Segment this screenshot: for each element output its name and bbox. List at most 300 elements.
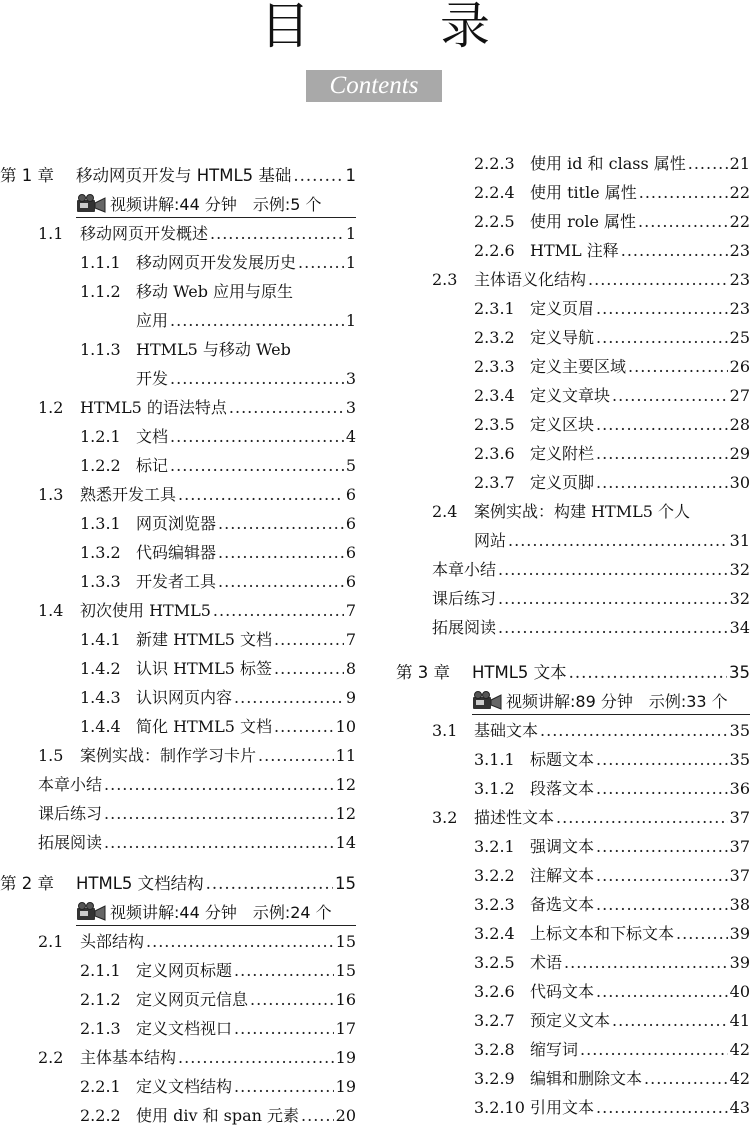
toc-entry-title: 本章小结 [432,560,497,579]
dot-leader [234,1017,334,1041]
video-info-line [76,193,356,218]
toc-page-number: 17 [335,1019,356,1038]
toc-entry-title: HTML5 与移动 Web [136,340,291,359]
toc-page-number: 1 [345,253,356,272]
toc-entry[interactable] [80,512,356,536]
toc-entry[interactable] [474,777,750,801]
toc-entry-title: 课后练习 [432,589,497,608]
toc-entry[interactable] [80,367,356,391]
toc-entry[interactable] [474,471,750,495]
dot-leader [170,454,344,478]
toc-page-number: 32 [729,560,750,579]
toc-entry-title: 定义文章块 [530,386,611,405]
toc-entry-number: 3.2.10 [474,1098,525,1117]
toc-entry-title: 移动网页开发与 HTML5 基础 [76,166,292,185]
dot-leader [498,616,728,640]
toc-entry[interactable] [432,529,750,553]
toc-page-number: 6 [345,572,356,591]
toc-entry-number: 1.2.1 [80,427,121,446]
dot-leader [596,413,728,437]
toc-entry-title: 定义文档结构 [136,1077,233,1096]
toc-entry-number: 3.2.2 [474,866,515,885]
toc-misc-entry[interactable] [432,616,750,640]
toc-entry-title: HTML5 文档结构 [76,874,204,893]
toc-entry[interactable] [80,309,356,333]
toc-entry[interactable] [474,1067,750,1091]
toc-entry[interactable] [80,1104,356,1128]
toc-entry[interactable] [474,239,750,263]
dot-leader [498,587,728,611]
toc-entry-number: 3.2.7 [474,1011,515,1030]
toc-entry-title: 代码编辑器 [136,543,217,562]
dot-leader [596,1096,728,1120]
toc-page-number: 6 [345,543,356,562]
dot-leader [540,719,728,743]
toc-entry-number: 第 1 章 [0,166,54,185]
toc-entry-title: 应用 [136,311,169,330]
toc-entry-title: 注解文本 [530,866,595,885]
toc-entry[interactable] [80,657,356,681]
toc-misc-entry[interactable] [432,587,750,611]
toc-entry[interactable] [474,951,750,975]
video-info-text: 视频讲解:44 分钟 示例:24 个 [110,903,332,922]
toc-entry-title: 代码文本 [530,982,595,1001]
toc-entry-number: 3.2.9 [474,1069,515,1088]
toc-entry-number: 3.1.1 [474,750,515,769]
toc-entry-number: 3.1 [432,721,458,740]
toc-misc-entry[interactable] [38,802,356,826]
toc-entry-number: 1.1.3 [80,340,121,359]
toc-entry-title: 头部结构 [80,932,145,951]
dot-leader [596,326,728,350]
toc-entry-number: 2.2 [38,1048,64,1067]
toc-page-number: 5 [345,456,356,475]
toc-entry-number: 2.1.2 [80,990,121,1009]
toc-entry-title: 描述性文本 [474,808,555,827]
toc-entry-title: 定义页眉 [530,299,595,318]
toc-page-number: 9 [345,688,356,707]
toc-entry-number: 1.4.4 [80,717,121,736]
toc-entry[interactable] [80,1075,356,1099]
toc-page-number: 7 [345,601,356,620]
toc-entry[interactable] [38,222,356,246]
toc-entry[interactable] [474,748,750,772]
toc-page-number: 28 [729,415,750,434]
toc-entry-number: 3.1.2 [474,779,515,798]
toc-entry[interactable] [80,251,356,275]
toc-entry-title: HTML5 文本 [472,663,567,682]
toc-entry-title: 定义网页元信息 [136,990,249,1009]
dot-leader [274,628,344,652]
dot-leader [178,1046,334,1070]
toc-entry[interactable] [80,715,356,739]
toc-entry-title: 定义导航 [530,328,595,347]
toc-chapter-entry[interactable] [0,164,356,188]
toc-page-number: 43 [729,1098,750,1117]
toc-entry-number: 1.3.1 [80,514,121,533]
dot-leader [104,773,334,797]
toc-entry[interactable] [432,719,750,743]
toc-entry[interactable] [474,1009,750,1033]
toc-entry[interactable] [474,384,750,408]
toc-entry-number: 1.2.2 [80,456,121,475]
toc-entry-number: 1.2 [38,398,64,417]
dot-leader [218,570,344,594]
toc-entry[interactable] [80,1017,356,1041]
toc-entry-title: 标题文本 [530,750,595,769]
toc-entry[interactable] [38,744,356,768]
toc-entry-number: 2.2.4 [474,183,515,202]
toc-entry[interactable] [38,1046,356,1070]
toc-entry[interactable] [474,835,750,859]
dot-leader [580,1038,728,1062]
toc-entry-number: 第 3 章 [396,663,450,682]
toc-entry[interactable] [80,988,356,1012]
toc-entry[interactable] [474,181,750,205]
toc-entry-title: 拓展阅读 [38,833,103,852]
toc-entry[interactable] [474,355,750,379]
toc-entry-number: 2.2.1 [80,1077,121,1096]
toc-page-number: 35 [729,750,750,769]
toc-entry[interactable] [474,980,750,1004]
toc-entry-number: 1.3.2 [80,543,121,562]
toc-entry[interactable] [80,454,356,478]
toc-entry-number: 3.2.5 [474,953,515,972]
dot-leader [104,831,334,855]
toc-page-number: 42 [729,1069,750,1088]
video-info-text: 视频讲解:44 分钟 示例:5 个 [110,195,322,214]
dot-leader [676,922,728,946]
toc-page-number: 10 [335,717,356,736]
toc-entry-title: 预定义文本 [530,1011,611,1030]
toc-page-number: 25 [729,328,750,347]
toc-page-number: 35 [729,663,750,682]
toc-page-number: 1 [345,166,356,185]
toc-page-number: 41 [729,1011,750,1030]
toc-entry-title: 标记 [136,456,169,475]
toc-entry-title: 定义区块 [530,415,595,434]
dot-leader [596,893,728,917]
toc-chapter-entry[interactable] [396,661,750,685]
toc-entry-title: 网站 [474,531,507,550]
toc-entry-number: 2.3.7 [474,473,515,492]
dot-leader [564,951,728,975]
toc-page-number: 22 [729,212,750,231]
dot-leader [596,835,728,859]
toc-entry-title: 术语 [530,953,563,972]
toc-entry-number: 2.3.6 [474,444,515,463]
dot-leader [274,715,334,739]
toc-entry-title: 定义网页标题 [136,961,233,980]
toc-entry-title: 初次使用 HTML5 [80,601,211,620]
toc-page-number: 39 [729,953,750,972]
dot-leader [170,309,344,333]
toc-entry-number: 2.2.6 [474,241,515,260]
dot-leader [206,872,333,896]
toc-page-number: 39 [729,924,750,943]
toc-page-number: 15 [335,961,356,980]
dot-leader [229,396,344,420]
toc-entry-number: 2.3.1 [474,299,515,318]
toc-entry[interactable] [38,483,356,507]
toc-page-number: 20 [335,1106,356,1125]
toc-entry-title: 使用 role 属性 [530,212,637,231]
toc-entry-number: 3.2 [432,808,458,827]
toc-entry-title: 引用文本 [530,1098,595,1117]
toc-entry-title: 段落文本 [530,779,595,798]
toc-entry[interactable] [80,686,356,710]
toc-entry-number: 3.2.8 [474,1040,515,1059]
dot-leader [298,251,344,275]
toc-page-number: 1 [345,224,356,243]
dot-leader [588,268,728,292]
toc-entry[interactable] [80,425,356,449]
toc-page-number: 8 [345,659,356,678]
dot-leader [621,239,728,263]
toc-entry-title: 课后练习 [38,804,103,823]
dot-leader [234,959,334,983]
toc-entry-title: 缩写词 [530,1040,579,1059]
toc-entry[interactable] [80,541,356,565]
dot-leader [274,657,344,681]
video-camera-icon [76,902,106,922]
toc-entry-number: 2.1 [38,932,64,951]
toc-page-number: 31 [729,531,750,550]
dot-leader [596,864,728,888]
toc-entry[interactable] [474,1038,750,1062]
toc-entry[interactable] [474,1096,750,1120]
dot-leader [218,512,344,536]
toc-entry-number: 1.1.1 [80,253,121,272]
toc-entry-title: 主体语义化结构 [474,270,587,289]
toc-entry-title: 开发 [136,369,169,388]
dot-leader [638,210,728,234]
toc-entry-title: 拓展阅读 [432,618,497,637]
toc-entry-number: 1.1 [38,224,64,243]
toc-entry[interactable] [474,413,750,437]
toc-page-number: 12 [335,775,356,794]
toc-entry-number: 2.1.1 [80,961,121,980]
toc-page-number: 29 [729,444,750,463]
toc-page-number: 1 [345,311,356,330]
toc-page-number: 40 [729,982,750,1001]
dot-leader [556,806,728,830]
dot-leader [210,222,344,246]
toc-entry-number: 1.3.3 [80,572,121,591]
toc-page-number: 19 [335,1048,356,1067]
toc-entry[interactable] [474,864,750,888]
dot-leader [218,541,344,565]
toc-entry-title: 基础文本 [474,721,539,740]
toc-entry-title: 网页浏览器 [136,514,217,533]
toc-page-number: 3 [345,369,356,388]
dot-leader [250,988,334,1012]
toc-page-number: 15 [335,874,356,893]
toc-entry[interactable] [474,297,750,321]
toc-entry-number: 2.3.4 [474,386,515,405]
toc-entry-number: 1.3 [38,485,64,504]
toc-entry-title: 定义文档视口 [136,1019,233,1038]
toc-entry-number: 2.3.5 [474,415,515,434]
toc-misc-entry[interactable] [38,831,356,855]
dot-leader [234,1075,334,1099]
toc-entry-title: 移动 Web 应用与原生 [136,282,294,301]
video-info-line [76,901,356,926]
toc-entry[interactable] [474,210,750,234]
dot-leader [644,1067,728,1091]
toc-entry-title: 定义附栏 [530,444,595,463]
toc-entry-number: 1.4.2 [80,659,121,678]
toc-entry-title: 使用 id 和 class 属性 [530,154,686,173]
dot-leader [596,442,728,466]
toc-page-number: 6 [345,485,356,504]
toc-entry-number: 3.2.4 [474,924,515,943]
toc-entry-number: 1.4.1 [80,630,121,649]
toc-entry[interactable] [80,338,356,362]
dot-leader [628,355,728,379]
toc-page-number: 4 [345,427,356,446]
toc-entry-number: 1.4.3 [80,688,121,707]
toc-entry-number: 2.4 [432,502,458,521]
toc-entry-title: 案例实战：构建 HTML5 个人 [474,502,690,521]
toc-page-number: 22 [729,183,750,202]
toc-page-number: 34 [729,618,750,637]
toc-page-number: 37 [729,837,750,856]
toc-entry-title: 移动网页开发概述 [80,224,209,243]
toc-misc-entry[interactable] [432,558,750,582]
toc-page-number: 3 [345,398,356,417]
toc-entry[interactable] [474,442,750,466]
toc-page-number: 37 [729,808,750,827]
toc-entry-title: 定义页脚 [530,473,595,492]
dot-leader [596,297,728,321]
dot-leader [569,661,727,685]
toc-entry[interactable] [80,628,356,652]
toc-page-number: 11 [335,746,356,765]
toc-entry-title: 简化 HTML5 文档 [136,717,272,736]
toc-entry-title: 新建 HTML5 文档 [136,630,272,649]
dot-leader [688,152,728,176]
toc-page-number: 12 [335,804,356,823]
dot-leader [612,1009,728,1033]
toc-entry[interactable] [432,500,750,524]
dot-leader [178,483,344,507]
toc-entry-title: 文档 [136,427,169,446]
toc-entry-title: 熟悉开发工具 [80,485,177,504]
toc-entry-number: 2.3 [432,270,458,289]
toc-entry-title: 上标文本和下标文本 [530,924,675,943]
dot-leader [213,599,344,623]
toc-entry[interactable] [474,893,750,917]
toc-entry[interactable] [432,806,750,830]
toc-entry[interactable] [474,326,750,350]
toc-entry-title: 认识网页内容 [136,688,233,707]
toc-misc-entry[interactable] [38,773,356,797]
toc-page-number: 38 [729,895,750,914]
toc-page-number: 26 [729,357,750,376]
dot-leader [258,744,334,768]
toc-entry-number: 2.2.5 [474,212,515,231]
dot-leader [508,529,728,553]
toc-entry[interactable] [474,152,750,176]
toc-entry-title: 使用 div 和 span 元素 [136,1106,300,1125]
toc-page-number: 6 [345,514,356,533]
video-camera-icon [76,194,106,214]
toc-entry[interactable] [38,599,356,623]
toc-page-number: 14 [335,833,356,852]
toc-entry-title: HTML5 的语法特点 [80,398,227,417]
toc-entry[interactable] [80,280,356,304]
toc-entry[interactable] [38,930,356,954]
toc-entry-title: 强调文本 [530,837,595,856]
toc-entry-number: 2.1.3 [80,1019,121,1038]
dot-leader [301,1104,334,1128]
dot-leader [639,181,728,205]
toc-entry-number: 1.5 [38,746,64,765]
toc-entry-number: 第 2 章 [0,874,54,893]
toc-entry-number: 2.3.2 [474,328,515,347]
dot-leader [146,930,334,954]
dot-leader [596,471,728,495]
dot-leader [612,384,728,408]
toc-entry-title: 使用 title 属性 [530,183,637,202]
toc-entry-number: 2.2.2 [80,1106,121,1125]
toc-entry-title: 本章小结 [38,775,103,794]
dot-leader [234,686,344,710]
toc-entry[interactable] [80,570,356,594]
toc-entry-title: 备选文本 [530,895,595,914]
toc-page-number: 23 [729,270,750,289]
toc-page-number: 19 [335,1077,356,1096]
toc-entry[interactable] [432,268,750,292]
toc-entry-title: 编辑和删除文本 [530,1069,643,1088]
toc-page-number: 7 [345,630,356,649]
toc-entry-title: 定义主要区域 [530,357,627,376]
contents-banner: Contents [306,70,442,102]
video-camera-icon [472,691,502,711]
toc-entry-number: 2.2.3 [474,154,515,173]
toc-entry-title: 开发者工具 [136,572,217,591]
dot-leader [170,425,344,449]
toc-page-number: 36 [729,779,750,798]
video-info-line [472,690,750,715]
dot-leader [293,164,343,188]
dot-leader [104,802,334,826]
dot-leader [596,777,728,801]
toc-entry-number: 3.2.1 [474,837,515,856]
dot-leader [596,980,728,1004]
toc-entry-title: 案例实战：制作学习卡片 [80,746,257,765]
dot-leader [498,558,728,582]
toc-entry[interactable] [80,959,356,983]
toc-chapter-entry[interactable] [0,872,356,896]
dot-leader [596,748,728,772]
toc-page-number: 16 [335,990,356,1009]
toc-page-number: 35 [729,721,750,740]
toc-page-number: 37 [729,866,750,885]
toc-entry[interactable] [474,922,750,946]
toc-page-number: 32 [729,589,750,608]
toc-entry-title: HTML 注释 [530,241,619,260]
toc-entry-number: 2.3.3 [474,357,515,376]
toc-entry[interactable] [38,396,356,420]
toc-page-number: 23 [729,241,750,260]
toc-page-number: 42 [729,1040,750,1059]
toc-entry-number: 3.2.6 [474,982,515,1001]
dot-leader [170,367,344,391]
toc-entry-title: 移动网页开发发展历史 [136,253,297,272]
toc-page-number: 30 [729,473,750,492]
